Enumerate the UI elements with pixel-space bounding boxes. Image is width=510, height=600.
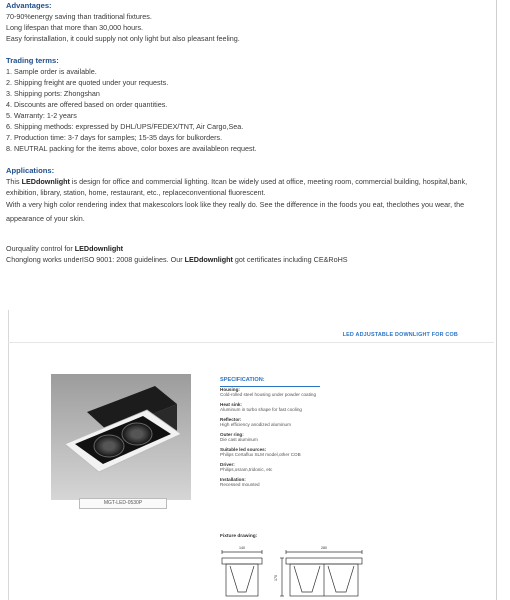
spec-item: Suitable led sources: Philips Certaflux SLM model,other COB [220,446,301,458]
trading-line-4: 4. Discounts are offered based on order quantities. [6,100,168,109]
advantages-line-2: Long lifespan that more than 30,000 hours. [6,23,144,32]
trading-line-5: 5. Warranty: 1-2 years [6,111,77,120]
spec-item: Reflector: High efficiency anodized aluminum [220,416,291,428]
trading-line-3: 3. Shipping ports: Zhongshan [6,89,100,98]
advantages-heading: Advantages: [6,1,52,10]
specification-title: SPECIFICATION: [220,377,265,383]
keyword-leddownlight: LEDdownlight [74,244,124,253]
spec-item: Housing: Cold-rolled steel housing under powder coating [220,386,317,398]
spec-item: Installation: Recessed mounted [220,476,260,488]
dimension-left: 140 [239,546,245,550]
article-body [6,0,492,265]
trading-line-1: 1. Sample order is available. [6,67,97,76]
keyword-leddownlight: LEDdownlight [184,255,233,264]
fixture-drawing [214,542,374,600]
quality-line-2: Chonglong works underISO 9001: 2008 guidelines. Our LEDdownlight got certificates including CE&RoHS [6,255,348,264]
advantages-line-1: 70-90%energy saving than traditional fixtures. [6,12,152,21]
model-label: MGT-LED-0530P [79,498,167,509]
product-photo [51,374,191,500]
dimension-height: 170 [274,575,278,581]
trading-line-8: 8. NEUTRAL packing for the items above, color boxes are availableon request. [6,144,257,153]
trading-line-2: 2. Shipping freight are quoted under your requests. [6,78,169,87]
applications-heading: Applications: [6,166,55,175]
product-banner [8,310,494,600]
spec-item: Outer ring: Die cast aluminum [220,431,258,443]
trading-line-7: 7. Production time: 3-7 days for samples; 15-35 days for bulkorders. [6,133,223,142]
dimension-right: 280 [321,546,327,550]
applications-paragraph-1: This LEDdownlight is design for office and commercial lighting. Itcan be widely used at office, meeting room, commercial building, hospital,bank, exhibition, library, station, home, restaurant, etc., replaceconventional fluorescent. [6,177,468,197]
advantages-line-3: Easy forinstallation, it could supply not only light but also pleasant feeling. [6,34,240,43]
drawing-label: Fixture drawing: [220,534,258,539]
banner-title: LED ADJUSTABLE DOWNLIGHT FOR COB [342,332,458,338]
spec-item: Heat sink: Aluminum in turbo shape for fast cooling [220,401,302,413]
specification-block [220,378,360,491]
trading-heading: Trading terms: [6,56,59,65]
applications-paragraph-2: With a very high color rendering index that makescolors look like they really do. See the difference in the foods you eat, theclothes you wear, the appearance of your skin. [6,200,465,223]
quality-line-1: Ourquality control for LEDdownlight [6,244,124,253]
right-border [496,0,497,600]
keyword-leddownlight: LEDdownlight [21,177,70,186]
trading-line-6: 6. Shipping methods: expressed by DHL/UPS/FEDEX/TNT, Air Cargo,Sea. [6,122,244,131]
spec-item: Driver: Philips,osram,tridonic, etc [220,461,273,473]
